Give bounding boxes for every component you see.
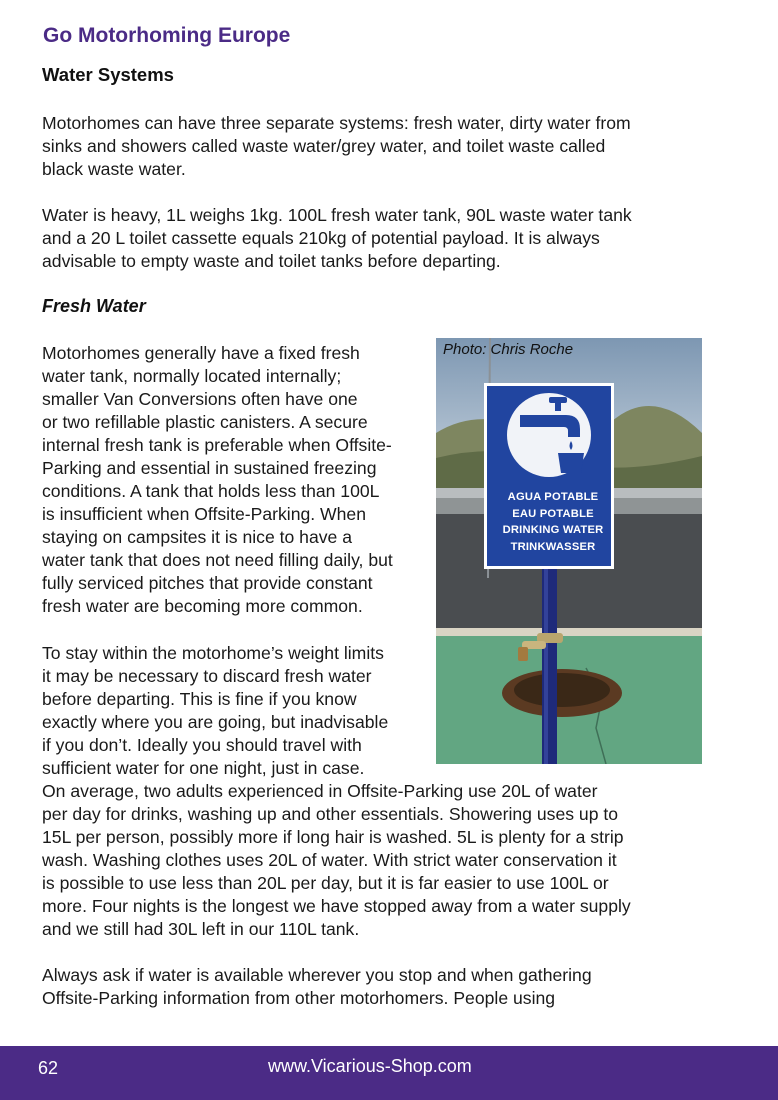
text-line: if you don’t. Ideally you should travel with bbox=[42, 735, 362, 755]
text-line: is insufficient when Offsite-Parking. When bbox=[42, 504, 367, 524]
sign-text: TRINKWASSER bbox=[510, 541, 596, 553]
text-line: staying on campsites it is nice to have a bbox=[42, 527, 353, 547]
text-line: Water is heavy, 1L weighs 1kg. 100L fresh water tank, 90L waste water tank bbox=[42, 205, 632, 225]
text-line: sinks and showers called waste water/grey water, and toilet waste called bbox=[42, 136, 606, 156]
text-line: is possible to use less than 20L per day, but it is far easier to use 100L or bbox=[42, 873, 609, 893]
text-line: or two refillable plastic canisters. A secure bbox=[42, 412, 368, 432]
paragraph-ask bbox=[42, 964, 702, 1010]
text-line: To stay within the motorhome’s weight limits bbox=[42, 643, 384, 663]
text-line: Offsite-Parking information from other motorhomers. People using bbox=[42, 988, 556, 1008]
section-heading: Water Systems bbox=[42, 64, 174, 85]
text-line: wash. Washing clothes uses 20L of water. With strict water conservation it bbox=[42, 850, 617, 870]
text-line: Motorhomes generally have a fixed fresh bbox=[42, 343, 360, 363]
text-line: before departing. This is fine if you know bbox=[42, 689, 357, 709]
text-line: it may be necessary to discard fresh water bbox=[42, 666, 372, 686]
text-line: per day for drinks, washing up and other essentials. Showering uses up to bbox=[42, 804, 619, 824]
text-line: black waste water. bbox=[42, 159, 186, 179]
text-line: conditions. A tank that holds less than 100L bbox=[42, 481, 380, 501]
footer-website-link[interactable]: www.Vicarious-Shop.com bbox=[268, 1056, 472, 1076]
text-line: fully serviced pitches that provide constant bbox=[42, 573, 373, 593]
text-line: fresh water are becoming more common. bbox=[42, 596, 363, 616]
text-line: advisable to empty waste and toilet tanks before departing. bbox=[42, 251, 501, 271]
header-title: Go Motorhoming Europe bbox=[43, 24, 291, 47]
text-line: Motorhomes can have three separate systems: fresh water, dirty water from bbox=[42, 113, 631, 133]
paragraph-fresh-water bbox=[42, 342, 437, 618]
text-line: Parking and essential in sustained freezing bbox=[42, 458, 377, 478]
text-line: exactly where you are going, but inadvisable bbox=[42, 712, 389, 732]
text-line: 15L per person, possibly more if long hair is washed. 5L is plenty for a strip bbox=[42, 827, 624, 847]
page-number: 62 bbox=[38, 1058, 59, 1078]
paragraph-weight bbox=[42, 204, 702, 273]
text-line: water tank, normally located internally; bbox=[42, 366, 342, 386]
text-line: sufficient water for one night, just in case. bbox=[42, 758, 365, 778]
sign-text: DRINKING WATER bbox=[502, 524, 604, 536]
sign-text: AGUA POTABLE bbox=[507, 491, 599, 503]
photo-credit: Photo: Chris Roche bbox=[443, 341, 574, 358]
text-line: Always ask if water is available wherever you stop and when gathering bbox=[42, 965, 592, 985]
text-line: On average, two adults experienced in Offsite-Parking use 20L of water bbox=[42, 781, 598, 801]
water-tap-icon bbox=[518, 395, 588, 475]
text-line: internal fresh tank is preferable when Offsite- bbox=[42, 435, 392, 455]
sub-heading-fresh-water: Fresh Water bbox=[42, 296, 146, 316]
text-line: water tank that does not need filling daily, but bbox=[42, 550, 393, 570]
text-line: and a 20 L toilet cassette equals 210kg of potential payload. It is always bbox=[42, 228, 600, 248]
paragraph-intro bbox=[42, 112, 702, 181]
text-line: more. Four nights is the longest we have stopped away from a water supply bbox=[42, 896, 631, 916]
text-line: and we still had 30L left in our 110L tank. bbox=[42, 919, 360, 939]
sign-text: EAU POTABLE bbox=[512, 508, 594, 520]
text-line: smaller Van Conversions often have one bbox=[42, 389, 358, 409]
